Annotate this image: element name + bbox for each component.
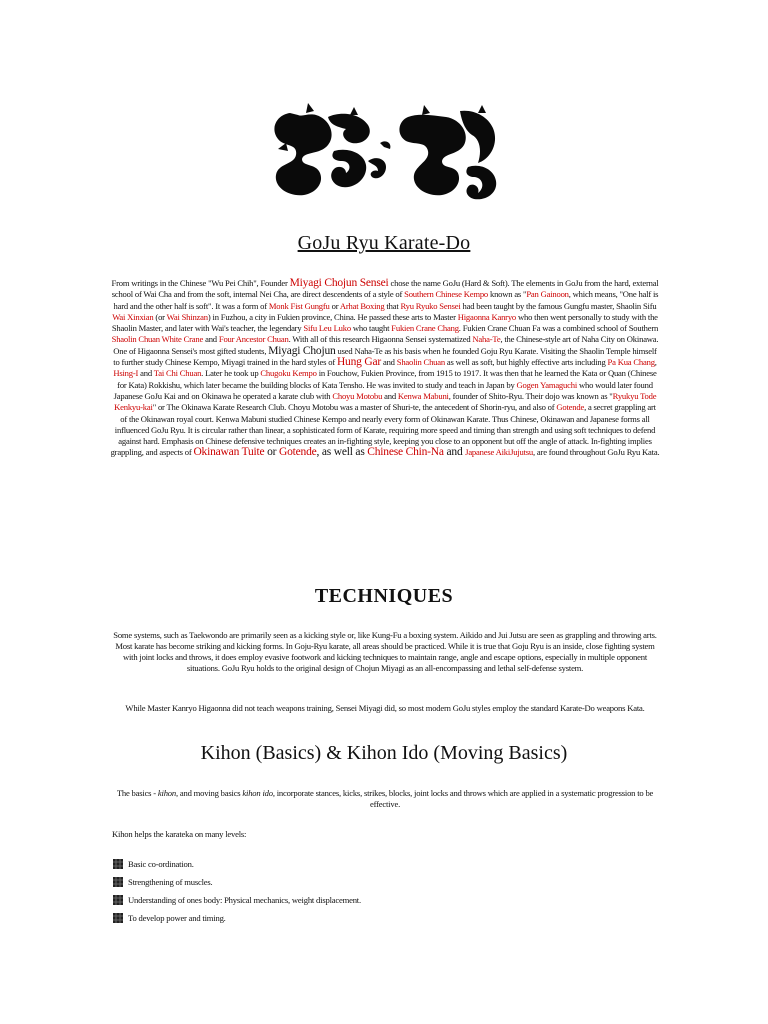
dragon-logo [268, 103, 500, 203]
page-title: GoJu Ryu Karate-Do [297, 232, 471, 254]
list-item: Basic co-ordination. [112, 855, 632, 873]
bullet-icon [112, 912, 124, 924]
bullet-icon [112, 876, 124, 888]
kihon-heading: Kihon (Basics) & Kihon Ido (Moving Basics) [200, 742, 568, 764]
link-miyagi: Miyagi Chojun Sensei [289, 277, 389, 289]
bullet-icon [112, 858, 124, 870]
techniques-paragraph: Some systems, such as Taekwondo are primarily seen as a kicking style or, like Kung-Fu a boxing system. Aikido and Jui Jutsu are seen as grappling and throwing arts. Most karate has become striking and kicking forms. In Goju-Ryu karate, all areas should be practiced. While it is true that Goju Ryu is an inside, close fighting system with joint locks and throws, it does employ evasive footwork and kicking techniques to maintain range, angle and escape options, especially in multiple opponent situations. GoJu Ryu holds to the original design of Chojun Miyagi as an all-encompassing and lethal self-defense system. [113, 630, 657, 673]
list-item: Strengthening of muscles. [112, 873, 632, 891]
list-item: Understanding of ones body: Physical mechanics, weight displacement. [112, 891, 632, 909]
bullet-icon [112, 894, 124, 906]
basics-paragraph: The basics - kihon, and moving basics kihon ido, incorporate stances, kicks, strikes, blocks, joint locks and throws which are applied in a systematic progression to be effective. [116, 788, 654, 809]
intro-paragraph: From writings in the Chinese "Wu Pei Chih", Founder Miyagi Chojun Sensei chose the name GoJu (Hard & Soft). The elements in GoJu from the hard, external school of Wai Cha and from the soft, internal Nei Cha, are direct descendents of a style of Southern Chinese Kempo known as "Pan Gainoon, which means, "One half is hard and the other half is soft". It was a form of Monk Fist Gungfu or Arhat Boxing that Ryu Ryuko Sensei had been taught by the famous Gungfu master, Shaolin Sifu Wai Xinxian (or Wai Shinzan) in Fuzhou, a city in Fukien province, China. He passed these arts to Master Higaonna Kanryo who then went personally to study with the Shaolin Master, and later with Wai's teacher, the legendary Sifu Leu Luko who taught Fukien Crane Chang. Fukien Crane Chuan Fa was a combined school of Southern Shaolin Chuan White Crane and Four Ancestor Chuan. With all of this research Higaonna Sensei systematized Naha-Te, the Chinese-style art of Naha City on Okinawa. One of Higaonna Sensei's most gifted students, Miyagi Chojun used Naha-Te as his basis when he founded Goju Ryu Karate. Visiting the Shaolin Temple himself to further study Chinese Kempo, Miyagi trained in the hard styles of Hung Gar and Shaolin Chuan as well as soft, but highly effective arts including Pa Kua Chang, Hsing-I and Tai Chi Chuan. Later he took up Chugoku Kempo in Fouchow, Fukien Province, from 1915 to 1917. It was then that he learned the Kata or Quan (Chinese for Kata) Rokkishu, which later became the building blocks of Kata Tensho. He was invited to study and teach in Japan by Gogen Yamaguchi who would later found Japanese GoJu Kai and on Okinawa he operated a karate club with Choyu Motobu and Kenwa Mabuni, founder of Shito-Ryu. Their dojo was known as "Ryukyu Tode Kenkyu-kai" or The Okinawa Karate Research Club. Choyu Motobu was a master of Shuri-te, the antecedent of Shorin-ryu, and also of Gotende, a secret grappling art of the Okinawan royal court. Kenwa Mabuni studied Chinese Kempo and nearly every form of Okinawan Karate. Thus Chinese, Okinawan and Japanese forms all influenced GoJu Ryu. It is circular rather than linear, a sophisticated form of Karate, requiring more speed and timing than strength and using soft techniques to defend against hard. Emphasis on Chinese defensive techniques creates an in-fighting style, keeping you close to an opponent but off the angle of attack. In-fighting implies grappling, and aspects of Okinawan Tuite or Gotende, as well as Chinese Chin-Na and Japanese AikiJujutsu, are found throughout GoJu Ryu Kata. [110, 277, 660, 459]
kihon-benefits-list [112, 855, 632, 927]
weapons-paragraph: While Master Kanryo Higaonna did not teach weapons training, Sensei Miyagi did, so most modern GoJu styles employ the standard Karate-Do weapons Kata. [125, 703, 645, 713]
techniques-heading: TECHNIQUES [314, 585, 454, 607]
kihon-helps-text: Kihon helps the karateka on many levels: [112, 829, 247, 839]
list-item: To develop power and timing. [112, 909, 632, 927]
